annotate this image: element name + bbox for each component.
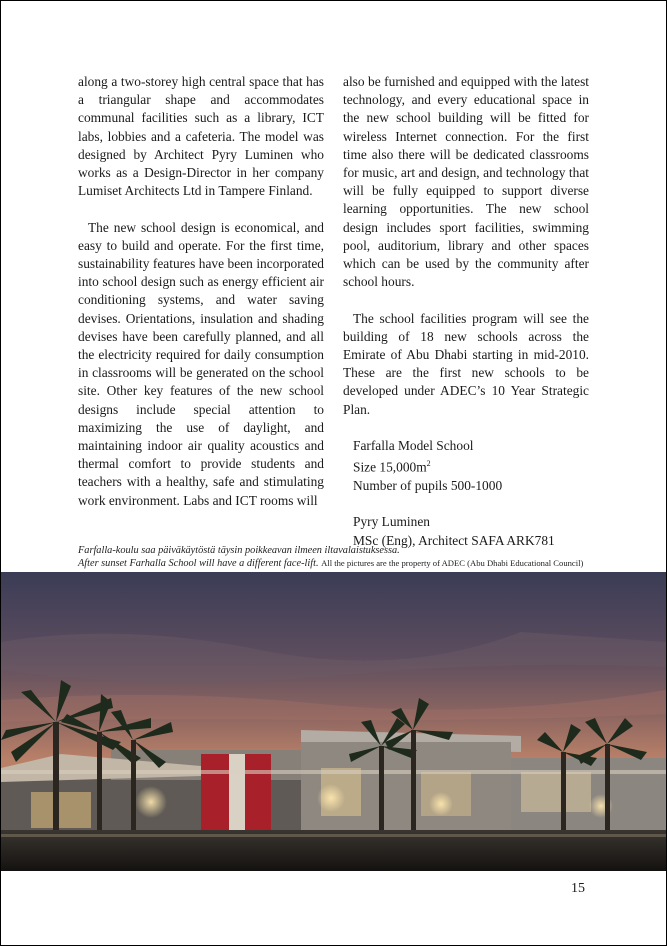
photo-caption	[78, 544, 658, 570]
left-column	[78, 73, 324, 528]
school-name: Farfalla Model School	[353, 438, 474, 454]
photo-credit: All the pictures are the property of ADEC (Abu Dhabi Educational Council)	[321, 558, 584, 568]
author-title: MSc (Eng), Architect SAFA ARK781	[353, 532, 555, 548]
school-night-rendering	[1, 572, 666, 871]
right-column	[343, 73, 589, 568]
left-paragraph-1: along a two-storey high central space that has a triangular shape and accommodates communal facilities such as a library, ICT labs, lobbies and a cafeteria. The model was designed by Architect Pyry Luminen who works as a Design-Director in her company Lumiset Architects Ltd in Tampere Finland.	[78, 74, 324, 199]
page-number: 15	[571, 881, 585, 896]
school-size-unit-exponent: 2	[426, 459, 431, 469]
school-size	[353, 455, 589, 477]
caption-english-text: After sunset Farhalla School will have a different face-lift.	[78, 558, 319, 569]
right-paragraph-2: The school facilities program will see the building of 18 new schools across the Emirate of Abu Dhabi starting in mid-2010. These are the first new schools to be developed under ADEC’s 10 Year Strategic Plan.	[343, 310, 589, 417]
school-facts	[343, 437, 589, 495]
right-paragraph-1: also be furnished and equipped with the latest technology, and every educational space in the new school building will be fitted for wireless Internet connection. For the first time also there will be dedicated classrooms for music, art and design, and technology that will be fully equipped to support diverse learning opportunities. The new school design includes sport facilities, swimming pool, auditorium, library and other spaces which can be used by the community after school hours.	[343, 74, 589, 290]
caption-finnish: Farfalla-koulu saa päiväkäytöstä täysin poikkeavan ilmeen iltavalaistuksessa.	[78, 545, 400, 556]
caption-english	[78, 557, 658, 570]
left-paragraph-2: The new school design is economical, and easy to build and operate. For the first time, sustainability features have been incorporated into school design such as energy efficient air conditioning systems, and water saving devises. Orientations, insulation and shading devises have been carefully planned, and all the electricity required for daily consumption in classrooms will be generated on the school site. Other key features of the new school designs include special attention to maximizing the use of daylight, and maintaining indoor air quality acoustics and thermal comfort to provide students and teachers with a healthy, safe and stimulating work environment. Labs and ICT rooms will	[78, 219, 324, 508]
author-name: Pyry Luminen	[353, 514, 430, 530]
school-size-value: Size 15,000m	[353, 459, 427, 475]
pupil-count: Number of pupils 500-1000	[353, 477, 503, 493]
